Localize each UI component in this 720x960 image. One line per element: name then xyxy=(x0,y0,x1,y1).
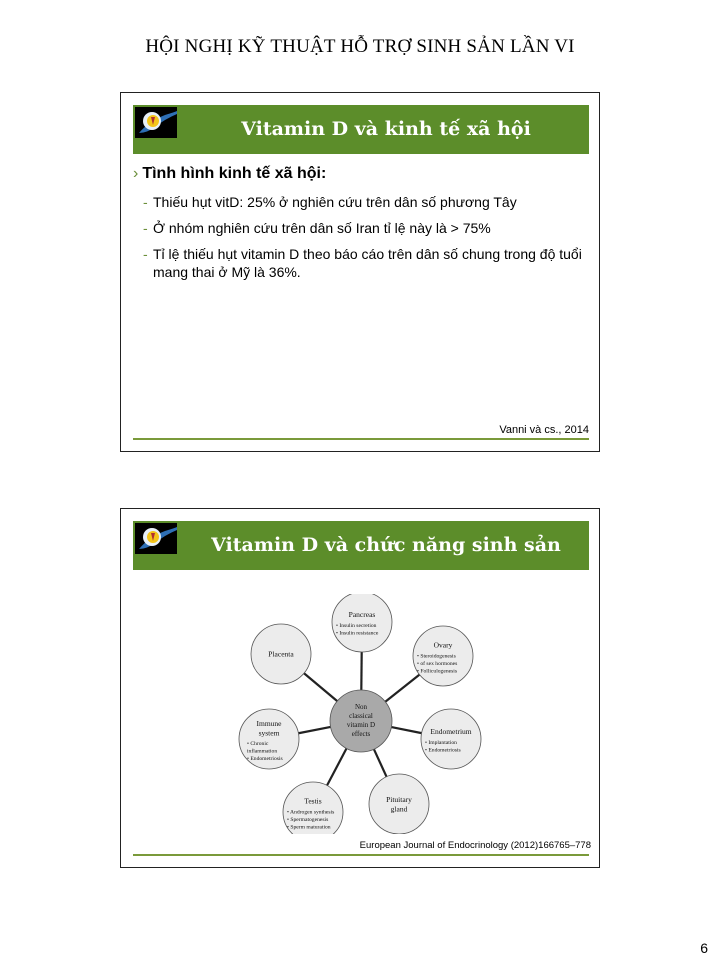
diagram-center-label: classical xyxy=(349,712,373,720)
diagram-node-item: • Chronic xyxy=(247,740,269,747)
diagram-node-item: • Insulin resistance xyxy=(336,630,379,637)
slide-1-title-bar xyxy=(133,105,589,154)
diagram-connector xyxy=(385,675,419,702)
diagram-center-label: vitamin D xyxy=(346,721,376,729)
slide-2-reference: European Journal of Endocrinology (2012)166765–778 xyxy=(359,840,591,851)
list-item: - Thiếu hụt vitD: 25% ở nghiên cứu trên dân số phương Tây xyxy=(143,194,517,210)
slide-1-title: Vitamin D và kinh tế xã hội xyxy=(241,118,531,140)
slide-1-bullet-list xyxy=(143,193,583,289)
list-item: - Tỉ lệ thiếu hụt vitamin D theo báo cáo trên dân số chung trong độ tuổi mang thai ở Mỹ là 36%. xyxy=(143,246,582,280)
diagram-node-title: Placenta xyxy=(268,649,294,659)
slide-2-title-bar xyxy=(133,521,589,570)
diagram-connector xyxy=(391,727,421,733)
slide-2-title: Vitamin D và chức năng sinh sản xyxy=(211,534,561,556)
diagram-node-title: gland xyxy=(390,804,408,814)
diagram-center-label: effects xyxy=(351,730,371,738)
slide-2 xyxy=(120,508,600,868)
page-number: 6 xyxy=(700,940,708,956)
diagram-node-title: Pancreas xyxy=(348,610,376,619)
diagram-node-item: • Androgen synthesis xyxy=(287,809,335,816)
bullet-chevron-icon: › xyxy=(133,165,139,182)
diagram-node-title: Pituitary xyxy=(386,795,412,804)
diagram-node-title: Ovary xyxy=(433,640,453,650)
diagram-node xyxy=(421,709,481,769)
slide-1-divider xyxy=(133,438,589,440)
slide-1-reference: Vanni và cs., 2014 xyxy=(499,424,589,436)
slide-1-heading-text: Tình hình kinh tế xã hội: xyxy=(142,165,327,182)
document-header: HỘI NGHỊ KỸ THUẬT HỖ TRỢ SINH SẢN LẦN VI xyxy=(145,36,575,57)
diagram-node-item: • of sex hormones xyxy=(417,660,458,667)
list-item: - Ở nhóm nghiên cứu trên dân số Iran tỉ lệ này là > 75% xyxy=(143,220,491,236)
slide-1 xyxy=(120,92,600,452)
diagram-node-title: system xyxy=(258,728,280,738)
diagram-connector xyxy=(374,749,387,777)
diagram-node-item: • Endometriosis xyxy=(425,747,461,754)
diagram-node-item: • Steroidogenesis xyxy=(417,653,456,660)
diagram-node-item: • Spermatogenesis xyxy=(287,816,329,823)
diagram-node-item: • Insulin secretion xyxy=(336,623,377,629)
diagram-node-item: • Implantation xyxy=(425,740,457,746)
diagram-connector xyxy=(327,748,347,785)
diagram-node-item: • Folliculogenesis xyxy=(417,668,458,675)
diagram-node-title: Endometrium xyxy=(430,727,472,736)
clinic-logo-icon xyxy=(135,523,177,554)
diagram-connector xyxy=(298,727,330,733)
diagram-node-item: inflammation xyxy=(247,748,278,755)
diagram-node-item: • Sperm maturation xyxy=(287,824,331,831)
diagram-connector xyxy=(304,673,337,701)
vitamin-d-effects-diagram xyxy=(233,594,489,834)
diagram-center-label: Non xyxy=(354,703,368,711)
diagram-node-title: Immune xyxy=(256,718,282,728)
diagram-node-title: Testis xyxy=(304,796,322,806)
diagram-node-item: • Endometriosis xyxy=(247,755,283,762)
slide-2-divider xyxy=(133,854,589,856)
clinic-logo-icon xyxy=(135,107,177,138)
slide-1-heading xyxy=(133,165,326,183)
